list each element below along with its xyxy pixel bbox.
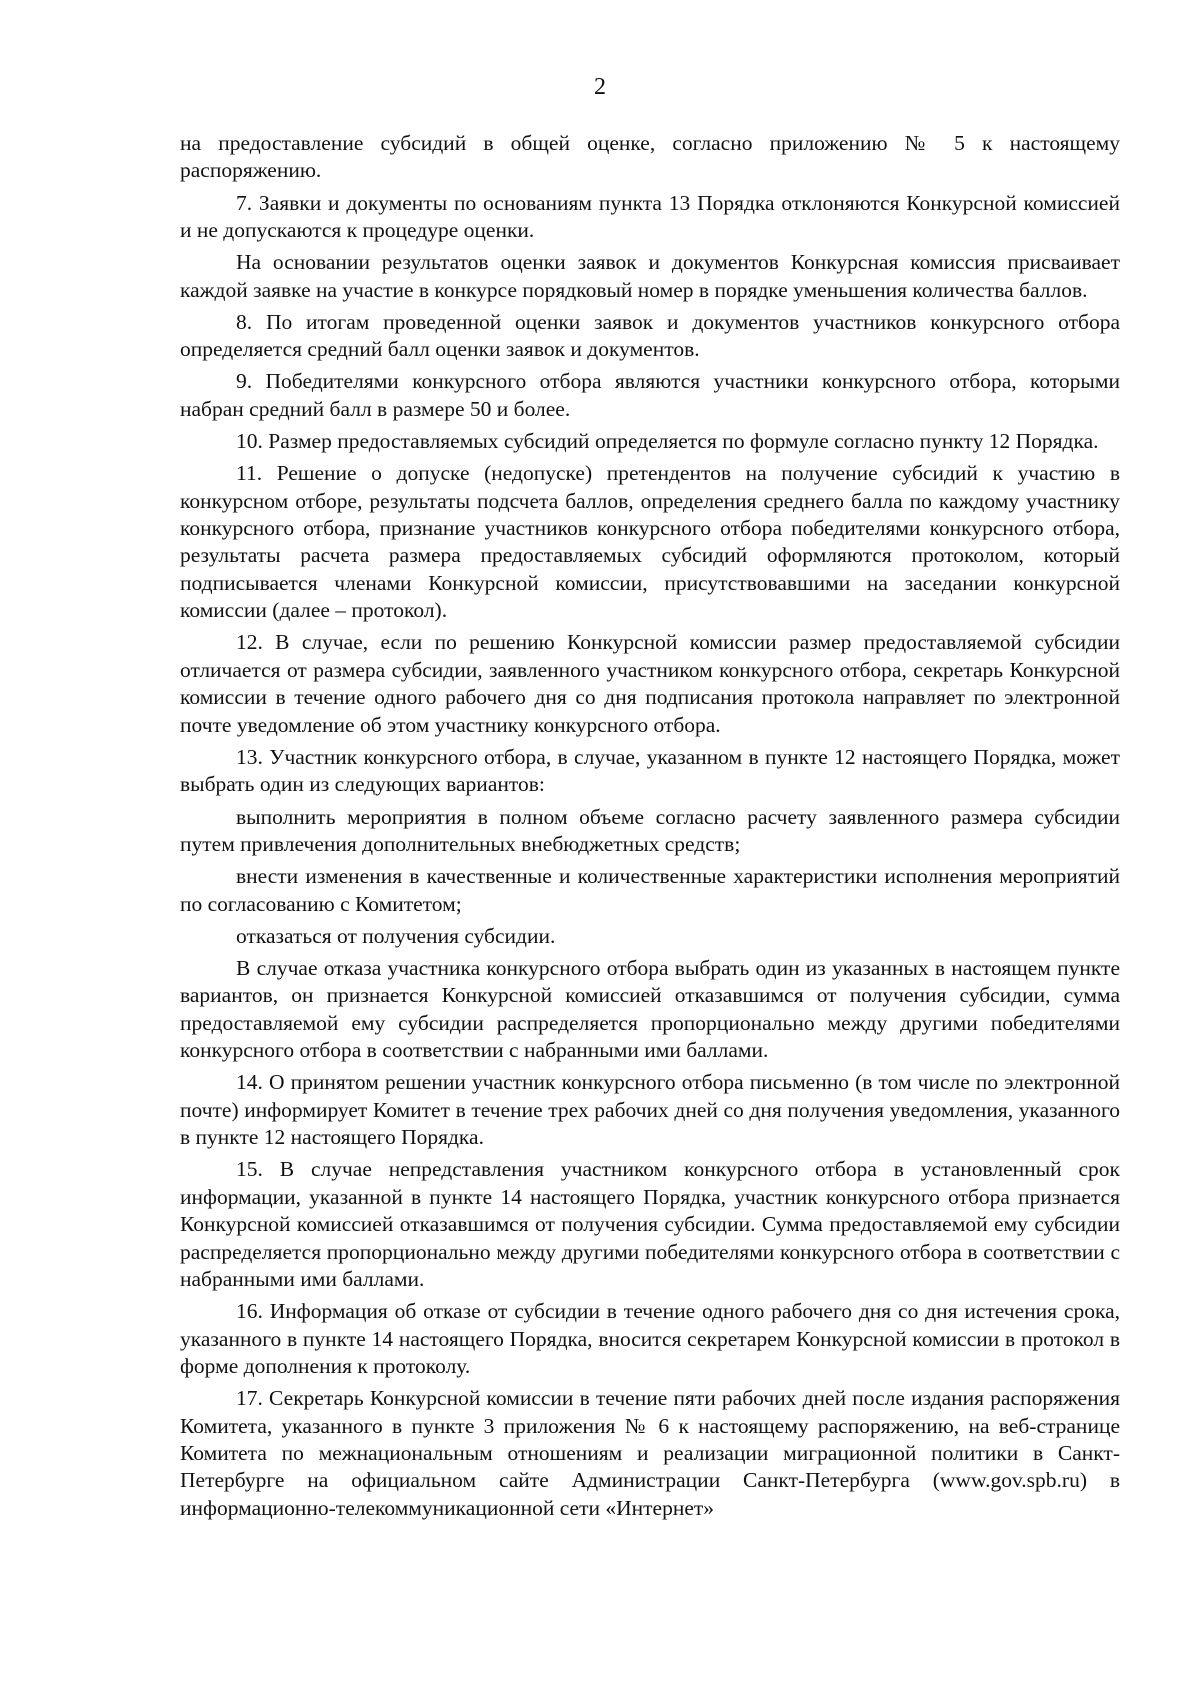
paragraph-item-11: 11. Решение о допуске (недопуске) претендентов на получение субсидий к участию в конкурсном отборе, результаты подсчета баллов, определения среднего балла по каждому участнику конкурсного отбора, признание участников конкурсного отбора победителями конкурсного отбора, результаты расчета размера предоставляемых субсидий оформляются протоколом, который подписывается членами Конкурсной комиссии, присутствовавшими на заседании конкурсной комиссии (далее – протокол).	[180, 461, 1120, 623]
paragraph-ranking: На основании результатов оценки заявок и документов Конкурсная комиссия присваивает каждой заявке на участие в конкурсе порядковый номер в порядке уменьшения количества баллов.	[180, 250, 1120, 302]
paragraph-item-10: 10. Размер предоставляемых субсидий определяется по формуле согласно пункту 12 Порядка.	[236, 429, 1099, 454]
paragraph-continuation: на предоставление субсидий в общей оценке, согласно приложению № 5 к настоящему распоряжению.	[180, 131, 1120, 183]
paragraph-item-8: 8. По итогам проведенной оценки заявок и документов участников конкурсного отбора определяется средний балл оценки заявок и документов.	[180, 309, 1120, 362]
paragraph-item-14: 14. О принятом решении участник конкурсного отбора письменно (в том числе по электронной почте) информирует Комитет в течение трех рабочих дней со дня получения уведомления, указанного в пункте 12 настоящего Порядка.	[180, 1070, 1120, 1150]
paragraph-option-3: отказаться от получения субсидии.	[236, 923, 556, 948]
paragraph-item-12: 12. В случае, если по решению Конкурсной комиссии размер предоставляемой субсидии отличается от размера субсидии, заявленного участником конкурсного отбора, секретарь Конкурсной комиссии в течение одного рабочего дня со дня подписания протокола направляет по электронной почте уведомление об этом участнику конкурсного отбора.	[180, 630, 1120, 737]
paragraph-item-13: 13. Участник конкурсного отбора, в случае, указанном в пункте 12 настоящего Порядка, может выбрать один из следующих вариантов:	[180, 744, 1120, 797]
page-number: 2	[594, 74, 606, 100]
paragraph-option-1: выполнить мероприятия в полном объеме согласно расчету заявленного размера субсидии путем привлечения дополнительных внебюджетных средств;	[180, 804, 1120, 856]
document-body	[180, 130, 1120, 1527]
paragraph-item-16: 16. Информация об отказе от субсидии в течение одного рабочего дня со дня истечения срока, указанного в пункте 14 настоящего Порядка, вносится секретарем Конкурсной комиссии в протокол в форме дополнения к протоколу.	[180, 1299, 1120, 1379]
paragraph-item-9: 9. Победителями конкурсного отбора являются участники конкурсного отбора, которыми набран средний балл в размере 50 и более.	[180, 369, 1120, 421]
paragraph-item-17: 17. Секретарь Конкурсной комиссии в течение пяти рабочих дней после издания распоряжения Комитета, указанного в пункте 3 приложения № 6 к настоящему распоряжению, на веб-странице Комитета по межнациональным отношениям и реализации миграционной политики в Санкт-Петербурге на официальном сайте Администрации Санкт-Петербурга (www.gov.spb.ru) в информационно-телекоммуникационной сети «Интернет»	[180, 1386, 1120, 1520]
paragraph-item-7: 7. Заявки и документы по основаниям пункта 13 Порядка отклоняются Конкурсной комиссией и не допускаются к процедуре оценки.	[180, 190, 1120, 243]
paragraph-refusal: В случае отказа участника конкурсного отбора выбрать один из указанных в настоящем пункте вариантов, он признается Конкурсной комиссией отказавшимся от получения субсидии, сумма предоставляемой ему субсидии распределяется пропорционально между другими победителями конкурсного отбора в соответствии с набранными ими баллами.	[180, 955, 1120, 1063]
paragraph-item-15: 15. В случае непредставления участником конкурсного отбора в установленный срок информации, указанной в пункте 14 настоящего Порядка, участник конкурсного отбора признается Конкурсной комиссией отказавшимся от получения субсидии. Сумма предоставляемой ему субсидии распределяется пропорционально между другими победителями конкурсного отбора в соответствии с набранными ими баллами.	[180, 1157, 1120, 1291]
paragraph-option-2: внести изменения в качественные и количественные характеристики исполнения мероприятий по согласованию с Комитетом;	[180, 864, 1120, 916]
